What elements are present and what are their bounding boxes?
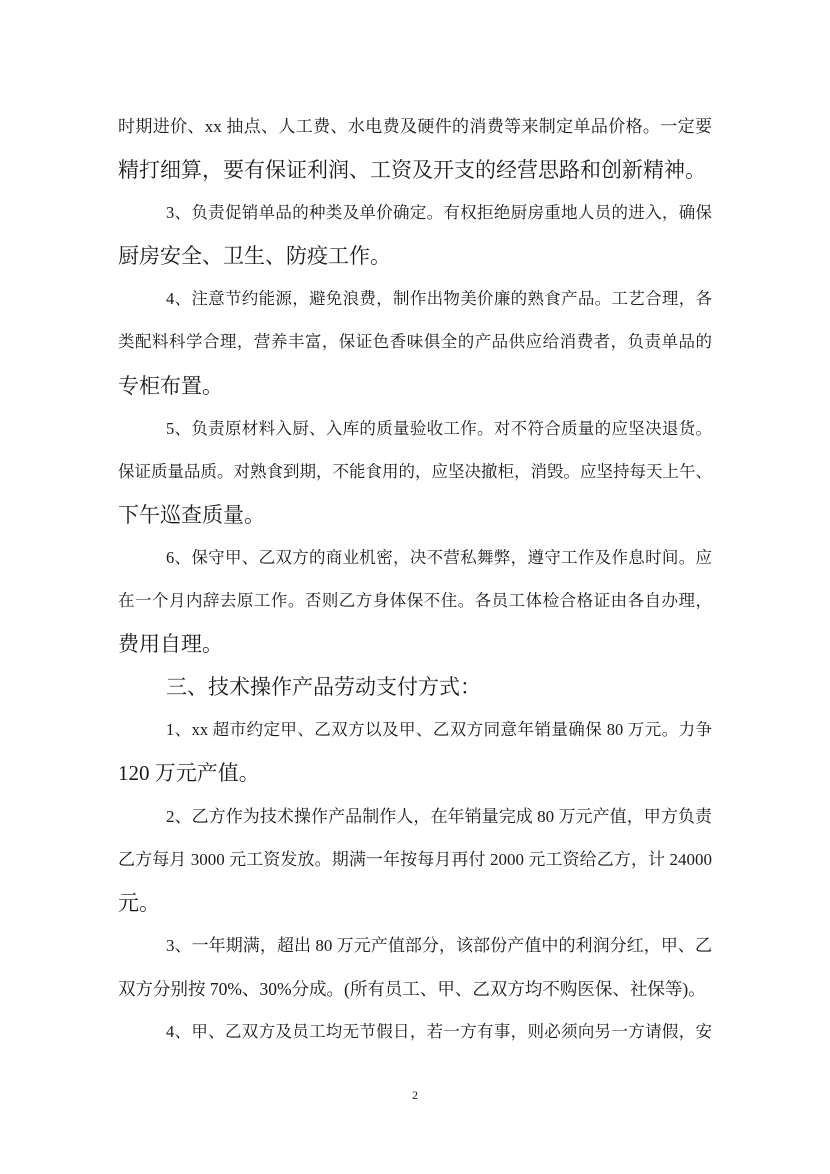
text-line: 专柜布置。 [118,373,223,398]
paragraph [118,196,712,282]
text-line: 元。 [118,890,160,915]
text-line: 双方分别按 70%、30%分成。(所有员工、甲、乙双方均不购医保、社保等)。 [118,978,706,999]
paragraph [118,929,712,1015]
text-line: 乙方每月 3000 元工资发放。期满一年按每月再付 2000 元工资给乙方，计 24000 [118,849,712,869]
paragraph [118,713,712,799]
text-line: 3、一年期满，超出 80 万元产值部分，该部份产值中的利润分红，甲、乙 [166,935,712,955]
text-line: 厨房安全、卫生、防疫工作。 [118,244,391,269]
text-line: 5、负责原材料入厨、入库的质量验收工作。对不符合质量的应坚决退货。 [166,418,712,438]
document-body [118,110,712,1058]
text-line: 120 万元产值。 [118,761,260,786]
paragraph [118,282,712,411]
paragraph [118,1015,712,1058]
paragraph [118,800,712,929]
paragraph [118,110,712,196]
text-line: 三、技术操作产品劳动支付方式： [166,675,481,700]
text-line: 3、负责促销单品的种类及单价确定。有权拒绝厨房重地人员的进入，确保 [166,203,712,223]
text-line: 4、注意节约能源，避免浪费，制作出物美价廉的熟食产品。工艺合理，各 [166,289,712,309]
text-line: 费用自理。 [118,632,223,657]
text-line: 时期进价、xx 抽点、人工费、水电费及硬件的消费等来制定单品价格。一定要 [118,117,712,136]
text-line: 1、xx 超市约定甲、乙双方以及甲、乙双方同意年销量确保 80 万元。力争 [166,720,712,740]
text-line: 6、保守甲、乙双方的商业机密，决不营私舞弊，遵守工作及作息时间。应 [166,547,712,567]
text-line: 类配料科学合理，营养丰富，保证色香味俱全的产品供应给消费者，负责单品的 [118,332,712,352]
text-line: 在一个月内辞去原工作。否则乙方身体保不住。各员工体检合格证由各自办理， [118,591,712,611]
paragraph [118,541,712,670]
text-line: 2、乙方作为技术操作产品制作人，在年销量完成 80 万元产值，甲方负责 [166,806,712,826]
text-line: 精打细算，要有保证利润、工资及开支的经营思路和创新精神。 [118,158,706,183]
page-number: 2 [412,1088,418,1102]
text-line: 下午巡查质量。 [118,502,265,527]
text-line: 4、甲、乙双方及员工均无节假日，若一方有事，则必须向另一方请假，安 [166,1021,712,1041]
text-line: 保证质量品质。对熟食到期，不能食用的，应坚决撤柜，消毁。应坚持每天上午、 [118,461,712,481]
paragraph [118,412,712,541]
paragraph [118,670,712,713]
